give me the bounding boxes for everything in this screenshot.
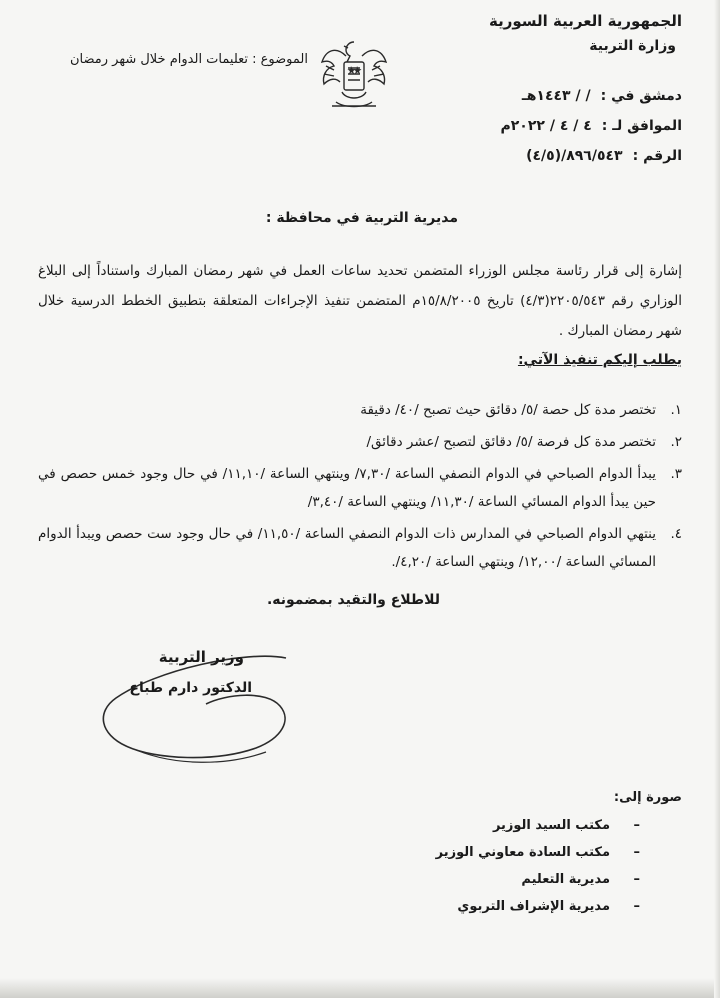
- closing-line: للاطلاع والتقيد بمضمونه.: [266, 592, 440, 608]
- list-item: –مكتب السيد الوزير: [492, 818, 640, 833]
- page-edge-shadow: [714, 0, 720, 998]
- signatory-name: الدكتور دارم طباع: [129, 680, 252, 696]
- republic-name: الجمهورية العربية السورية: [489, 12, 682, 30]
- eagle-emblem-icon: [318, 36, 390, 114]
- list-item: ٣. يبدأ الدوام الصباحي في الدوام النصفي الساعة /٧,٣٠/ وينتهي الساعة /١١,١٠/ في حال وجود خمس حصص في حين يبدأ الدوام المسائي الساعة /١١,٣٠/ وينتهي الساعة /٣,٤٠/: [38, 466, 682, 510]
- list-item: –مكتب السادة معاوني الوزير: [435, 845, 640, 860]
- signature-icon: [96, 650, 296, 770]
- list-item: –مديرية الإشراف التربوي: [457, 899, 640, 914]
- reference-number: الرقم :٨٩٦/٥٤٣/(٤/٥): [526, 148, 682, 164]
- gregorian-date: الموافق لـ :٤ / ٤ / ٢٠٢٢م: [500, 118, 682, 134]
- page-fold-shadow: [0, 978, 720, 998]
- signatory-title: وزير التربية: [158, 648, 244, 666]
- request-heading: يطلب إليكم تنفيذ الآتي:: [517, 352, 682, 368]
- copies-list: [436, 818, 640, 926]
- copies-heading: صورة إلى:: [613, 790, 682, 805]
- damascus-date: دمشق في :/ / ١٤٤٣هـ: [521, 88, 682, 104]
- list-item: ٤. ينتهي الدوام الصباحي في المدارس ذات الدوام النصفي الساعة /١١,٥٠/ في حال وجود ست حصص ويبدأ الدوام المسائي الساعة /١٢,٠٠/ وينتهي الساعة /٤,٢٠/.: [38, 526, 682, 570]
- list-item: –مديرية التعليم: [521, 872, 640, 887]
- list-item: ١. تختصر مدة كل حصة /٥/ دقائق حيث تصبح /٤٠/ دقيقة: [360, 402, 682, 418]
- subject-line: الموضوع : تعليمات الدوام خلال شهر رمضان: [70, 52, 308, 67]
- body-paragraph: إشارة إلى قرار رئاسة مجلس الوزراء المتضمن تحديد ساعات العمل في شهر رمضان المبارك واستناداً إلى البلاغ الوزاري رقم ٢٢٠٥/٥٤٣(٤/٣) تاريخ ١٥/٨/٢٠٠٥م المتضمن تنفيذ الإجراءات المتعلقة بتطبيق الخطط الدرسية خلال شهر رمضان المبارك .: [38, 263, 682, 339]
- instructions-list: [38, 396, 682, 580]
- list-item: ٢. تختصر مدة كل فرصة /٥/ دقائق لتصبح /عشر دقائق/: [366, 434, 682, 450]
- recipient-line: مديرية التربية في محافظة :: [265, 210, 458, 226]
- ministry-name: وزارة التربية: [589, 38, 676, 54]
